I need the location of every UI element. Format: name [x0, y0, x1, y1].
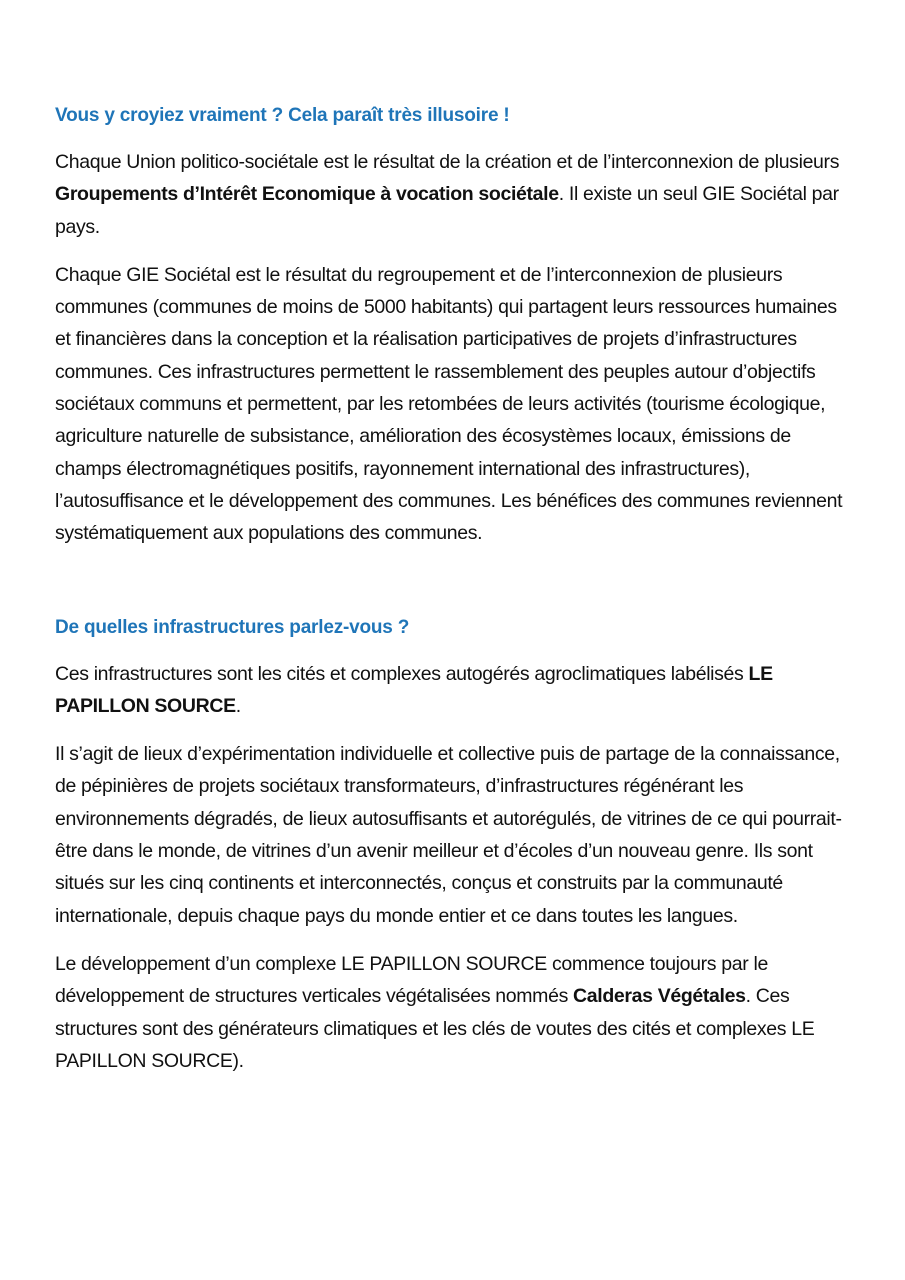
paragraph-union: Chaque Union politico-sociétale est le résultat de la création et de l’interconnexion de plusieurs Groupements d’Intérêt Economique à vocation sociétale. Il existe un seul GIE Sociétal par pays. — [55, 151, 840, 238]
section-heading: De quelles infrastructures parlez-vous ? — [55, 616, 410, 638]
section-illusion — [55, 102, 845, 550]
section-infrastructures — [55, 614, 845, 1078]
paragraph-calderas: Le développement d’un complexe LE PAPILLON SOURCE commence toujours par le développement de structures verticales végétalisées nommés Calderas Végétales. Ces structures sont des générateurs climatiques et les clés de voutes des cités et complexes LE PAPILLON SOURCE). — [55, 952, 815, 1072]
bold-term: Calderas Végétales — [573, 985, 746, 1008]
paragraph-lieux: Il s’agit de lieux d’expérimentation individuelle et collective puis de partage de la connaissance, de pépinières de projets sociétaux transformateurs, d’infrastructures régénérant les environnements dégradés, de lieux autosuffisants et autorégulés, de vitrines de ce qui pourrait-être dans le monde, de vitrines d’un avenir meilleur et d’écoles d’un nouveau genre. Ils sont situés sur les cinq continents et interconnectés, conçus et construits par la communauté internationale, depuis chaque pays du monde entier et ce dans toutes les langues. — [55, 743, 842, 927]
bold-term: LE PAPILLON SOURCE — [55, 662, 773, 717]
paragraph-gie: Chaque GIE Sociétal est le résultat du regroupement et de l’interconnexion de plusieurs communes (communes de moins de 5000 habitants) qui partagent leurs ressources humaines et financières dans la conception et la réalisation participatives de projets d’infrastructures communes. Ces infrastructures permettent le rassemblement des peuples autour d’objectifs sociétaux communs et permettent, par les retombées de leurs activités (tourisme écologique, agriculture naturelle de subsistance, amélioration des écosystèmes locaux, émissions de champs électromagnétiques positifs, rayonnement international des infrastructures), l’autosuffisance et le développement des communes. Les bénéfices des communes reviennent systématiquement aux populations des communes. — [55, 263, 843, 545]
document-page — [55, 102, 845, 1093]
section-heading: Vous y croyiez vraiment ? Cela paraît très illusoire ! — [55, 105, 510, 126]
paragraph-label: Ces infrastructures sont les cités et complexes autogérés agroclimatiques labélisés LE PAPILLON SOURCE. — [55, 662, 773, 717]
section-spacer — [55, 566, 845, 614]
bold-term: Groupements d’Intérêt Economique à vocation sociétale — [55, 183, 559, 206]
